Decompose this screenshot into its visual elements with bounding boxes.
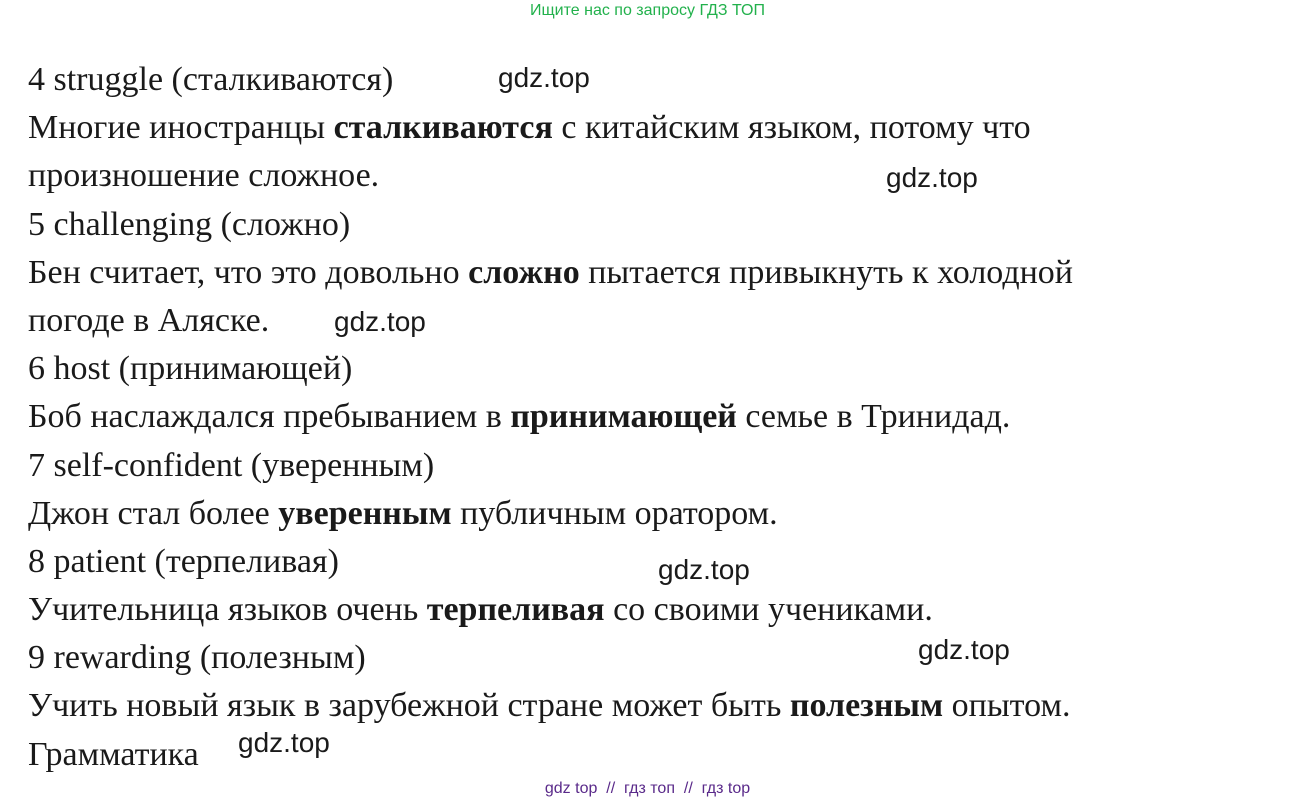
- watermark: gdz.top: [918, 634, 1010, 665]
- text-line: [28, 152, 1278, 200]
- text-line: [28, 586, 1278, 634]
- text-fragment: 4 struggle (сталкиваются): [28, 61, 394, 98]
- highlighted-word: сложно: [468, 253, 580, 291]
- watermark: gdz.top: [238, 727, 330, 758]
- highlighted-word: уверенным: [278, 494, 452, 532]
- watermark: gdz.top: [498, 62, 590, 93]
- text-line: [28, 490, 1278, 538]
- highlighted-word: терпеливая: [426, 591, 605, 629]
- text-fragment: Боб наслаждался пребыванием в: [28, 398, 511, 436]
- text-line: [28, 538, 1278, 586]
- watermark: gdz.top: [334, 306, 426, 337]
- text-fragment: опытом.: [943, 687, 1071, 725]
- text-line: [28, 297, 1278, 345]
- document-body: [28, 56, 1278, 779]
- text-line: [28, 201, 1278, 249]
- text-fragment: Учительница языков очень: [28, 591, 427, 629]
- text-fragment: 5 challenging (сложно): [28, 205, 351, 243]
- highlighted-word: сталкиваются: [333, 109, 553, 147]
- text-line: [28, 393, 1278, 441]
- text-line: [28, 249, 1278, 297]
- text-fragment: Учить новый язык в зарубежной стране может быть: [28, 687, 790, 725]
- text-fragment: погоде в Аляске.: [28, 301, 270, 339]
- highlighted-word: полезным: [789, 687, 944, 725]
- top-banner-text: Ищите нас по запросу ГДЗ ТОП: [530, 2, 765, 19]
- text-fragment: пытается привыкнуть к холодной: [579, 253, 1074, 291]
- text-fragment: 6 host (принимающей): [28, 350, 353, 388]
- text-fragment: Джон стал более: [28, 494, 279, 532]
- watermark: gdz.top: [658, 554, 750, 585]
- text-line: [28, 634, 1278, 682]
- text-line: [28, 682, 1278, 730]
- text-line: [28, 442, 1278, 490]
- text-fragment: Многие иностранцы: [28, 109, 334, 147]
- text-fragment: 8 patient (терпеливая): [28, 542, 339, 580]
- text-line: [28, 345, 1278, 393]
- watermark: gdz.top: [886, 162, 978, 193]
- text-line: [28, 56, 1278, 104]
- text-fragment: Грамматика: [28, 735, 199, 773]
- text-fragment: 9 rewarding (полезным): [28, 639, 366, 677]
- text-fragment: семье в Тринидад.: [736, 398, 1011, 436]
- text-line: [28, 104, 1278, 152]
- text-line: [28, 731, 1278, 779]
- text-fragment: Бен считает, что это довольно: [28, 253, 469, 291]
- text-fragment: произношение сложное.: [28, 157, 380, 195]
- bottom-footer-text: gdz top // гдз топ // гдз top: [544, 780, 751, 797]
- text-fragment: с китайским языком, потому что: [552, 109, 1031, 147]
- text-fragment: со своими учениками.: [604, 591, 933, 629]
- highlighted-word: принимающей: [510, 398, 737, 436]
- text-fragment: публичным оратором.: [451, 494, 778, 532]
- text-fragment: 7 self-confident (уверенным): [28, 446, 435, 484]
